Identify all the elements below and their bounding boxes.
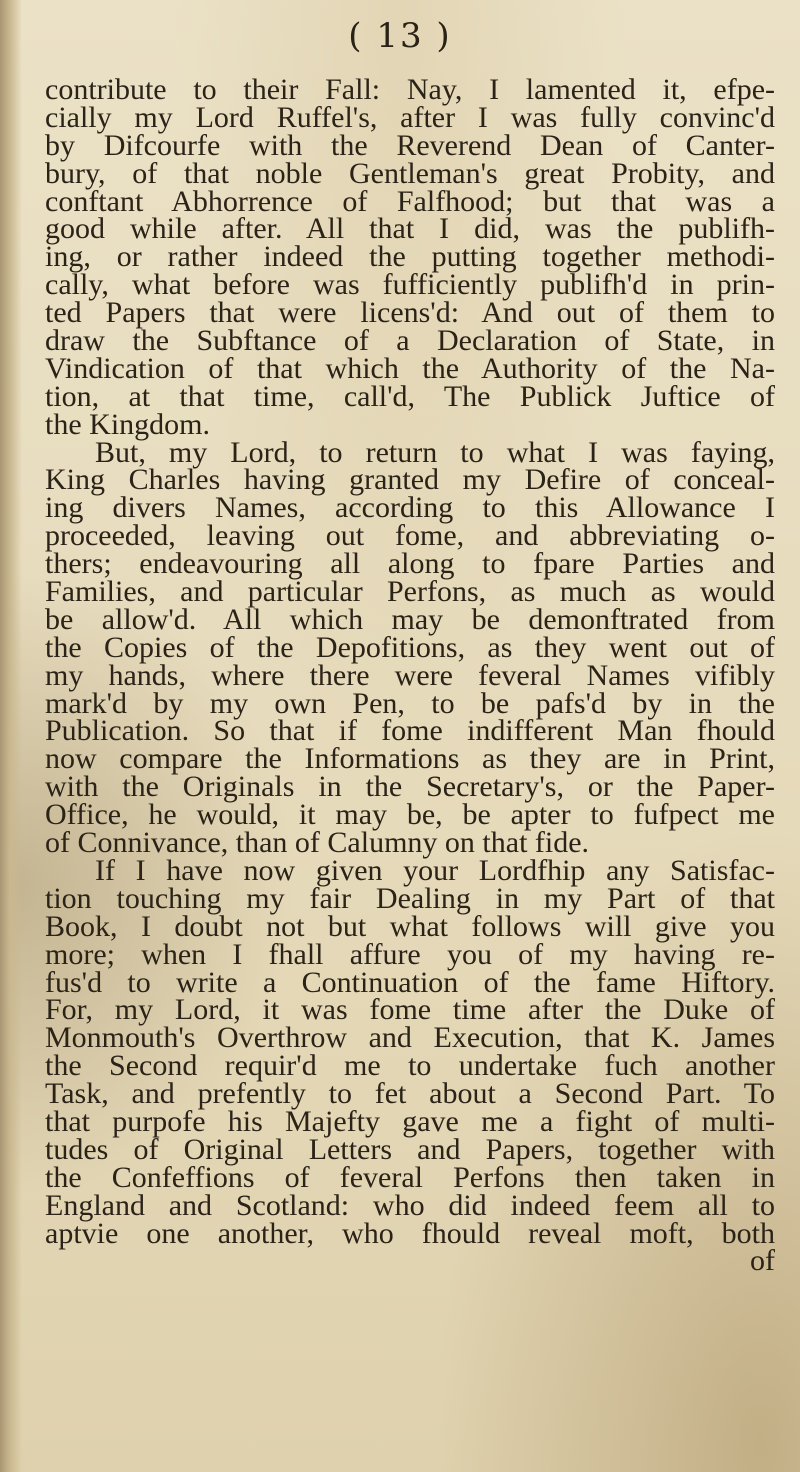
text-line-12: tion, at that time, call'd, The Publick Juftice of — [45, 379, 775, 413]
text-line-31: Book, I doubt not but what follows will give you — [45, 909, 775, 943]
text-line-9: ted Papers that were licens'd: And out of them to — [45, 296, 775, 330]
text-line-33: fus'd to write a Continuation of the fame Hiftory. — [45, 965, 775, 999]
text-line-19: Families, and particular Perfons, as much as would — [45, 575, 775, 609]
text-line-32: more; when I fhall affure you of my having re- — [45, 937, 775, 971]
text-line-4: bury, of that noble Gentleman's great Probity, and — [45, 156, 775, 190]
page-number: ( 13 ) — [348, 16, 452, 56]
text-line-25: now compare the Informations as they are in Print, — [45, 742, 775, 776]
text-line-1: contribute to their Fall: Nay, I lamented it, efpe- — [45, 73, 775, 106]
text-line-5: conftant Abhorrence of Falfhood; but that was a — [45, 184, 775, 218]
text-line-30: tion touching my fair Dealing in my Part of that — [45, 881, 775, 915]
text-line-18: thers; endeavouring all along to fpare Parties and — [45, 547, 775, 581]
text-line-23: mark'd by my own Pen, to be pafs'd by in the — [45, 686, 775, 720]
text-line-41: England and Scotland: who did indeed feem all to — [45, 1188, 775, 1222]
text-line-15: King Charles having granted my Defire of conceal- — [45, 463, 775, 497]
text-line-3: by Difcourfe with the Reverend Dean of Canter- — [45, 128, 775, 162]
text-line-42: aptvie one another, who fhould reveal moft, both — [45, 1216, 775, 1250]
text-line-20: be allow'd. All which may be demonftrated from — [45, 602, 775, 636]
text-line-27: Office, he would, it may be, be apter to fufpect me — [45, 798, 775, 832]
text-line-34: For, my Lord, it was fome time after the Duke of — [45, 993, 775, 1027]
text-line-37: Task, and prefently to fet about a Second Part. To — [45, 1077, 775, 1111]
text-line-22: my hands, where there were feveral Names vifibly — [45, 658, 775, 692]
catchword: of — [750, 1244, 775, 1278]
body-text — [45, 73, 775, 1278]
text-line-2: cially my Lord Ruffel's, after I was fully convinc'd — [45, 100, 775, 134]
text-line-8: cally, what before was fufficiently publifh'd in prin- — [45, 268, 775, 302]
text-line-40: the Confeffions of feveral Perfons then taken in — [45, 1160, 775, 1194]
text-line-13: the Kingdom. — [45, 407, 210, 441]
text-line-21: the Copies of the Depofitions, as they went out of — [45, 630, 775, 664]
text-line-39: tudes of Original Letters and Papers, together with — [45, 1132, 775, 1166]
text-line-7: ing, or rather indeed the putting together methodi- — [45, 240, 775, 274]
text-line-14: But, my Lord, to return to what I was faying, — [95, 435, 775, 469]
text-line-6: good while after. All that I did, was the publifh- — [45, 212, 775, 246]
binding-gutter — [0, 0, 22, 1472]
text-line-24: Publication. So that if fome indifferent Man fhould — [45, 714, 775, 748]
text-line-11: Vindication of that which the Authority of the Na- — [45, 351, 775, 385]
text-line-10: draw the Subftance of a Declaration of State, in — [45, 324, 775, 358]
text-line-38: that purpofe his Majefty gave me a fight of multi- — [45, 1104, 775, 1138]
text-line-29: If I have now given your Lordfhip any Satisfac- — [95, 853, 775, 887]
text-line-28: of Connivance, than of Calumny on that fide. — [45, 826, 590, 860]
text-line-16: ing divers Names, according to this Allowance I — [45, 491, 775, 525]
text-line-36: the Second requir'd me to undertake fuch another — [45, 1049, 775, 1083]
text-line-35: Monmouth's Overthrow and Execution, that K. James — [45, 1021, 775, 1055]
text-line-17: proceeded, leaving out fome, and abbreviating o- — [45, 519, 775, 553]
text-line-26: with the Originals in the Secretary's, or the Paper- — [45, 770, 775, 804]
